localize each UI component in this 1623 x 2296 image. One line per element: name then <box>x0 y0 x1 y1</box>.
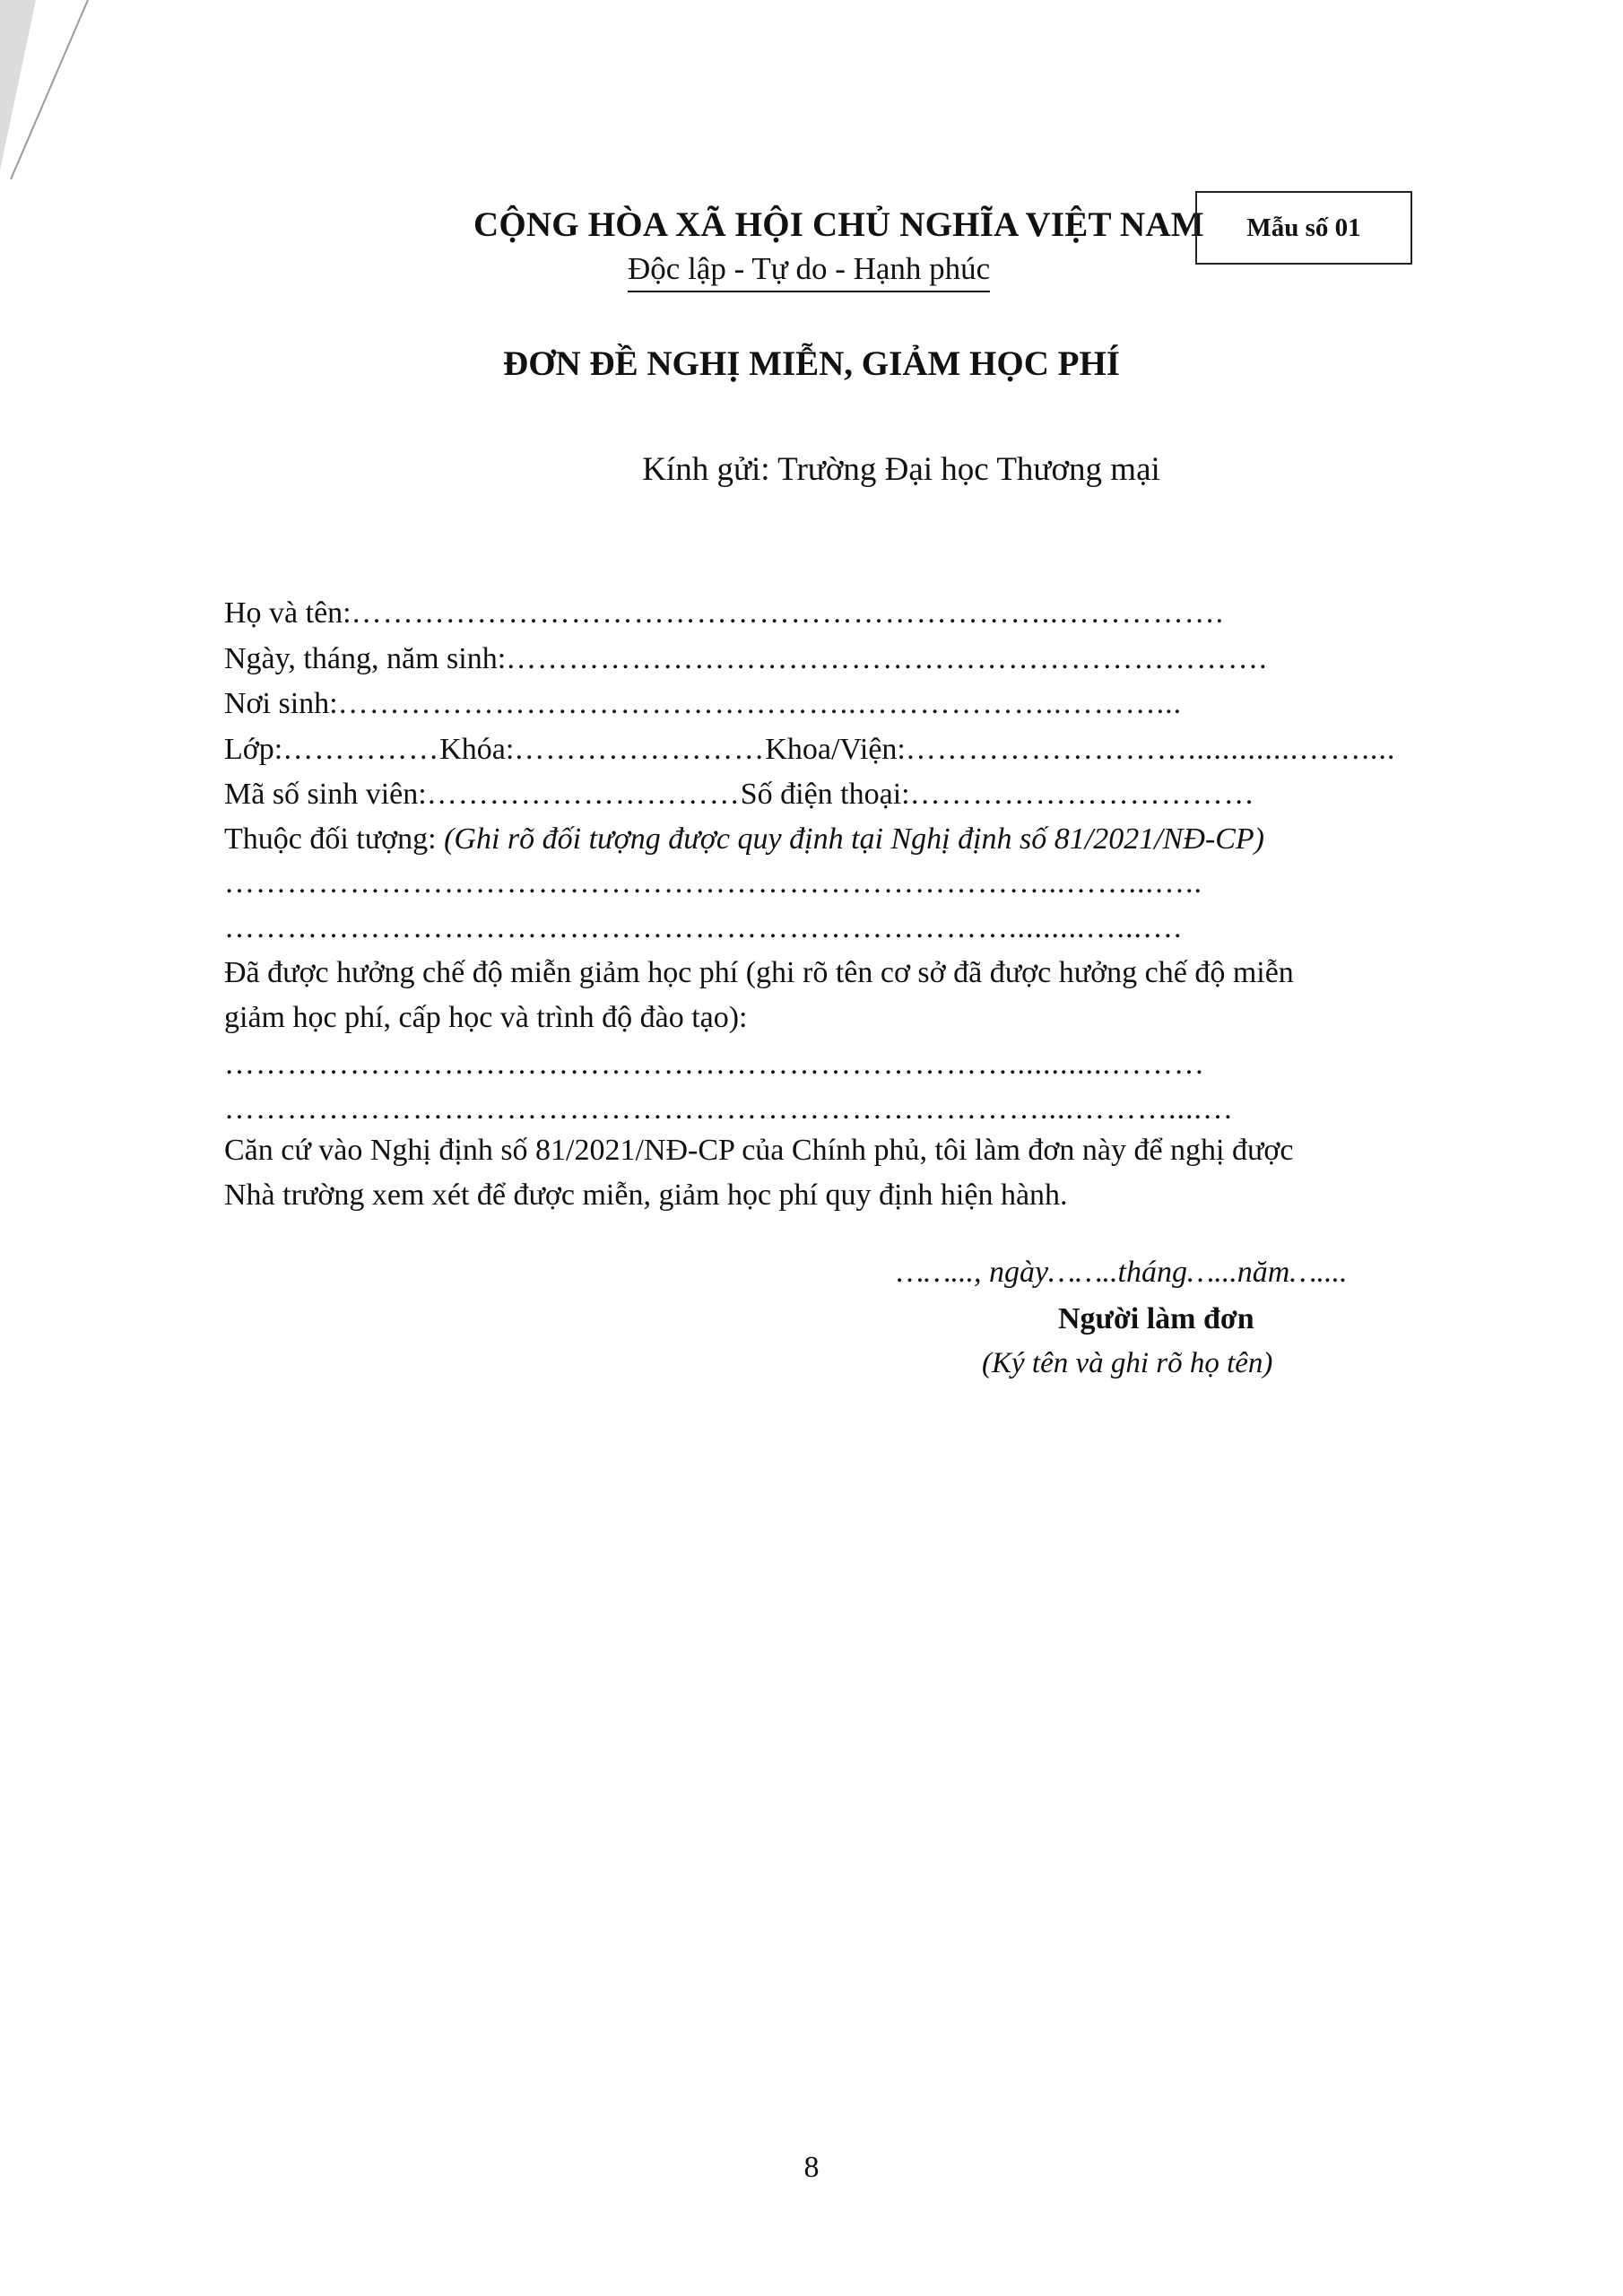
birthplace-label: Nơi sinh: <box>224 687 338 720</box>
category-row <box>224 822 1264 857</box>
category-field-line-1[interactable]: ……………………………………………………………………...……...….. <box>224 866 1202 900</box>
course-label: Khóa: <box>439 733 515 766</box>
full-name-field[interactable]: …………………………………………………………..……………. <box>351 596 1225 630</box>
recipient-line: Kính gửi: Trường Đại học Thương mại <box>642 451 1160 488</box>
birthplace-field[interactable]: …………………………………………..………………..………... <box>337 687 1183 720</box>
student-id-label: Mã số sinh viên: <box>224 778 427 811</box>
prior-exemption-field-line-2[interactable]: ……………………………………………………………………....………....… <box>224 1092 1234 1126</box>
birthplace-row <box>224 687 1182 721</box>
national-motto: Độc lập - Tự do - Hạnh phúc <box>628 251 990 292</box>
signer-note: (Ký tên và ghi rõ họ tên) <box>982 1347 1273 1379</box>
basis-text-1: Căn cứ vào Nghị định số 81/2021/NĐ-CP của Chính phủ, tôi làm đơn này để nghị được <box>224 1134 1294 1167</box>
phone-label: Số điện thoại: <box>740 778 910 811</box>
basis-text-2: Nhà trường xem xét để được miễn, giảm học phí quy định hiện hành. <box>224 1178 1068 1212</box>
page-number: 8 <box>803 2151 820 2184</box>
place-date-line[interactable]: ……..., ngày……..tháng…...năm….... <box>897 1256 1348 1289</box>
course-field[interactable]: …………………… <box>514 733 766 766</box>
scan-edge-shadow <box>0 0 99 197</box>
class-row <box>224 733 1395 767</box>
dob-row <box>224 642 1268 676</box>
document-title: ĐƠN ĐỀ NGHỊ MIỄN, GIẢM HỌC PHÍ <box>503 344 1120 383</box>
prior-exemption-text-2: giảm học phí, cấp học và trình độ đào tạo): <box>224 1001 748 1034</box>
category-hint: (Ghi rõ đối tượng được quy định tại Nghị định số 81/2021/NĐ-CP) <box>444 822 1264 856</box>
prior-exemption-text-1: Đã được hưởng chế độ miễn giảm học phí (ghi rõ tên cơ sở đã được hưởng chế độ miễn <box>224 956 1294 989</box>
student-id-row <box>224 778 1255 812</box>
full-name-row <box>224 596 1224 631</box>
class-field[interactable]: …………… <box>282 733 440 766</box>
faculty-label: Khoa/Viện: <box>765 733 906 766</box>
category-label: Thuộc đối tượng: <box>224 822 437 856</box>
form-number-box <box>1195 191 1412 265</box>
phone-field[interactable]: …………………………… <box>909 778 1255 811</box>
full-name-label: Họ và tên: <box>224 596 352 630</box>
dob-label: Ngày, tháng, năm sinh: <box>224 642 507 675</box>
national-title: CỘNG HÒA XÃ HỘI CHỦ NGHĨA VIỆT NAM <box>473 205 1204 244</box>
category-field-line-2[interactable]: ………………………………………………………………….........…...…. <box>224 911 1183 944</box>
signer-title: Người làm đơn <box>1058 1302 1254 1335</box>
student-id-field[interactable]: ………………………… <box>426 778 741 811</box>
class-label: Lớp: <box>224 733 283 766</box>
form-number: Mẫu số 01 <box>1246 213 1361 242</box>
dob-field[interactable]: ………………………………………………………………. <box>506 642 1268 675</box>
prior-exemption-field-line-1[interactable]: …………………………………………………………………............……… <box>224 1048 1205 1081</box>
faculty-field[interactable]: ……………………….............…….... <box>905 733 1396 766</box>
